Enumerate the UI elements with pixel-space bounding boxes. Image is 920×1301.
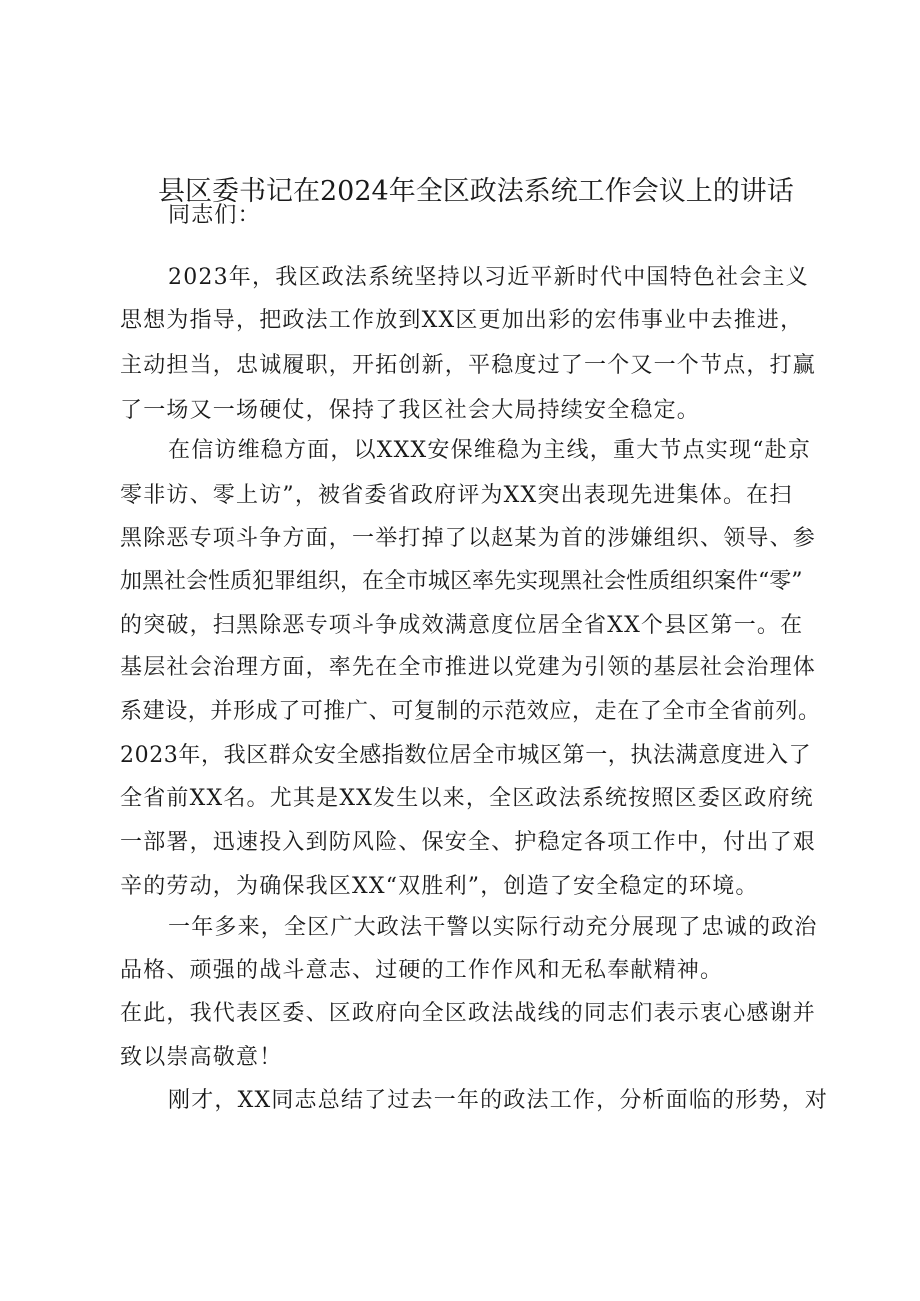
paragraph-line: 基层社会治理方面，率先在全市推进以党建为引领的基层社会治理体 bbox=[120, 655, 817, 680]
paragraph-line: 全省前XX名。尤其是XX发生以来，全区政法系统按照区委区政府统 bbox=[120, 786, 814, 811]
paragraph-line: 一部署，迅速投入到防风险、保安全、护稳定各项工作中，付出了艰 bbox=[120, 830, 817, 855]
salutation: 同志们： bbox=[168, 203, 261, 228]
paragraph-line: 在信访维稳方面，以XXX安保维稳为主线，重大节点实现“赴京 bbox=[168, 438, 812, 463]
document-title: 县区委书记在2024年全区政法系统工作会议上的讲话 bbox=[158, 176, 794, 207]
paragraph-line: 2023年，我区群众安全感指数位居全市城区第一，执法满意度进入了 bbox=[120, 743, 812, 768]
paragraph-line: 的突破，扫黑除恶专项斗争成效满意度位居全省XX个县区第一。在 bbox=[120, 613, 804, 638]
paragraph-line: 一年多来，全区广大政法干警以实际行动充分展现了忠诚的政治 bbox=[168, 915, 818, 940]
paragraph-line: 零非访、零上访”，被省委省政府评为XX突出表现先进集体。在扫 bbox=[120, 483, 793, 508]
paragraph-line: 黑除恶专项斗争方面，一举打掉了以赵某为首的涉嫌组织、领导、参 bbox=[120, 526, 817, 551]
paragraph-line: 系建设，并形成了可推广、可复制的示范效应，走在了全市全省前列。 bbox=[120, 699, 821, 724]
paragraph-line: 刚才，XX同志总结了过去一年的政法工作，分析面临的形势，对 bbox=[168, 1088, 829, 1113]
paragraph-line: 致以崇高敬意！ bbox=[120, 1045, 283, 1070]
paragraph-line: 思想为指导，把政法工作放到XX区更加出彩的宏伟事业中去推进， bbox=[120, 308, 804, 333]
paragraph-line: 加黑社会性质犯罪组织，在全市城区率先实现黑社会性质组织案件“零” bbox=[120, 569, 803, 594]
paragraph-line: 在此，我代表区委、区政府向全区政法战线的同志们表示衷心感谢并 bbox=[120, 1001, 817, 1026]
paragraph-line: 了一场又一场硬仗，保持了我区社会大局持续安全稳定。 bbox=[120, 398, 701, 423]
paragraph-line: 2023年，我区政法系统坚持以习近平新时代中国特色社会主义 bbox=[168, 265, 809, 290]
paragraph-line: 辛的劳动，为确保我区XX“双胜利”，创造了安全稳定的环境。 bbox=[120, 874, 759, 899]
paragraph-line: 品格、顽强的战斗意志、过硬的工作作风和无私奉献精神。 bbox=[120, 958, 724, 983]
paragraph-line: 主动担当，忠诚履职，开拓创新，平稳度过了一个又一个节点，打赢 bbox=[120, 353, 817, 378]
